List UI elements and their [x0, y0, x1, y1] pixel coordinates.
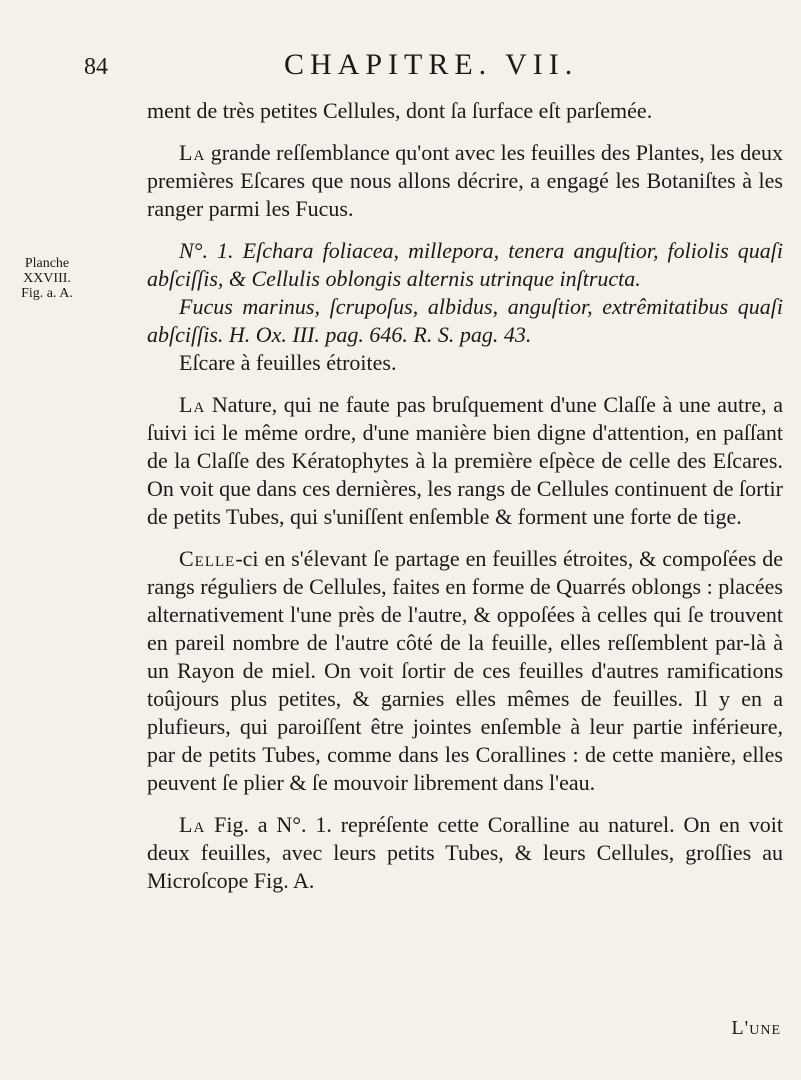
paragraph	[147, 545, 783, 797]
paragraph-text: Fig. a N°. 1. repréſente cette Coralline au naturel. On en voit deux feuilles, avec leurs petits Tubes, & leurs Cellules, groſſies au Microſcope Fig. A.	[147, 812, 783, 893]
paragraph-text: Nature, qui ne faute pas bruſquement d'une Claſſe à une autre, a ſuivi ici le même ordre, d'une manière bien digne d'attention, en paſſant de la Claſſe des Kératophytes à la première eſpèce de celle des Eſcares. On voit que dans ces dernières, les rangs de Cellules continuent de ſortir de petits Tubes, qui s'uniſſent enſemble & forment une forte de tige.	[147, 392, 783, 529]
paragraph-lead: Celle	[179, 546, 236, 571]
paragraph-text: grande reſſemblance qu'ont avec les feuilles des Plantes, les deux premières Eſcares que nous allons décrire, a engagé les Botaniſtes à les ranger parmi les Fucus.	[147, 140, 783, 221]
body-text	[147, 97, 783, 895]
french-name: Eſcare à feuilles étroites.	[179, 350, 397, 375]
page-header	[84, 48, 734, 88]
latin-synonym: Fucus marinus, ſcrupoſus, albidus, anguſtior, extrêmitatibus quaſi abſciſſis. H. Ox. III. pag. 646. R. S. pag. 43.	[147, 294, 783, 347]
margin-note-line: Fig. a. A.	[21, 286, 73, 301]
running-head: CHAPITRE. VII.	[284, 48, 579, 81]
paragraph	[147, 139, 783, 223]
catchword: L'une	[731, 1017, 781, 1039]
paragraph-continuation: ment de très petites Cellules, dont ſa ſurface eſt parſemée.	[147, 98, 653, 123]
paragraph	[147, 391, 783, 531]
page-number: 84	[84, 54, 108, 80]
species-entry	[147, 237, 783, 377]
paragraph-lead: La	[179, 140, 206, 165]
paragraph-lead: La	[179, 812, 206, 837]
latin-description: N°. 1. Eſchara foliacea, millepora, tenera anguſtior, foliolis quaſi abſciſſis, & Cellulis oblongis alternis utrinque inſtructa.	[147, 238, 783, 291]
margin-note	[20, 256, 74, 301]
margin-note-line: Planche	[24, 256, 70, 271]
margin-note-line: XXVIII.	[23, 271, 71, 286]
paragraph-lead: La	[179, 392, 206, 417]
paragraph-text: -ci en s'élevant ſe partage en feuilles étroites, & compoſées de rangs réguliers de Cellules, faites en forme de Quarrés oblongs : placées alternativement l'une près de l'autre, & oppoſées à celles qui ſe trouvent en pareil nombre de l'autre côté de la feuille, elles reſſemblent par-là à un Rayon de miel. On voit ſortir de ces feuilles d'autres ramifications toûjours plus petites, & garnies elles mêmes de feuilles. Il y en a plufieurs, qui paroiſſent être jointes enſemble à leur partie inférieure, par de petits Tubes, comme dans les Corallines : de cette manière, elles peuvent ſe plier & ſe mouvoir librement dans l'eau.	[147, 546, 783, 795]
paragraph	[147, 811, 783, 895]
